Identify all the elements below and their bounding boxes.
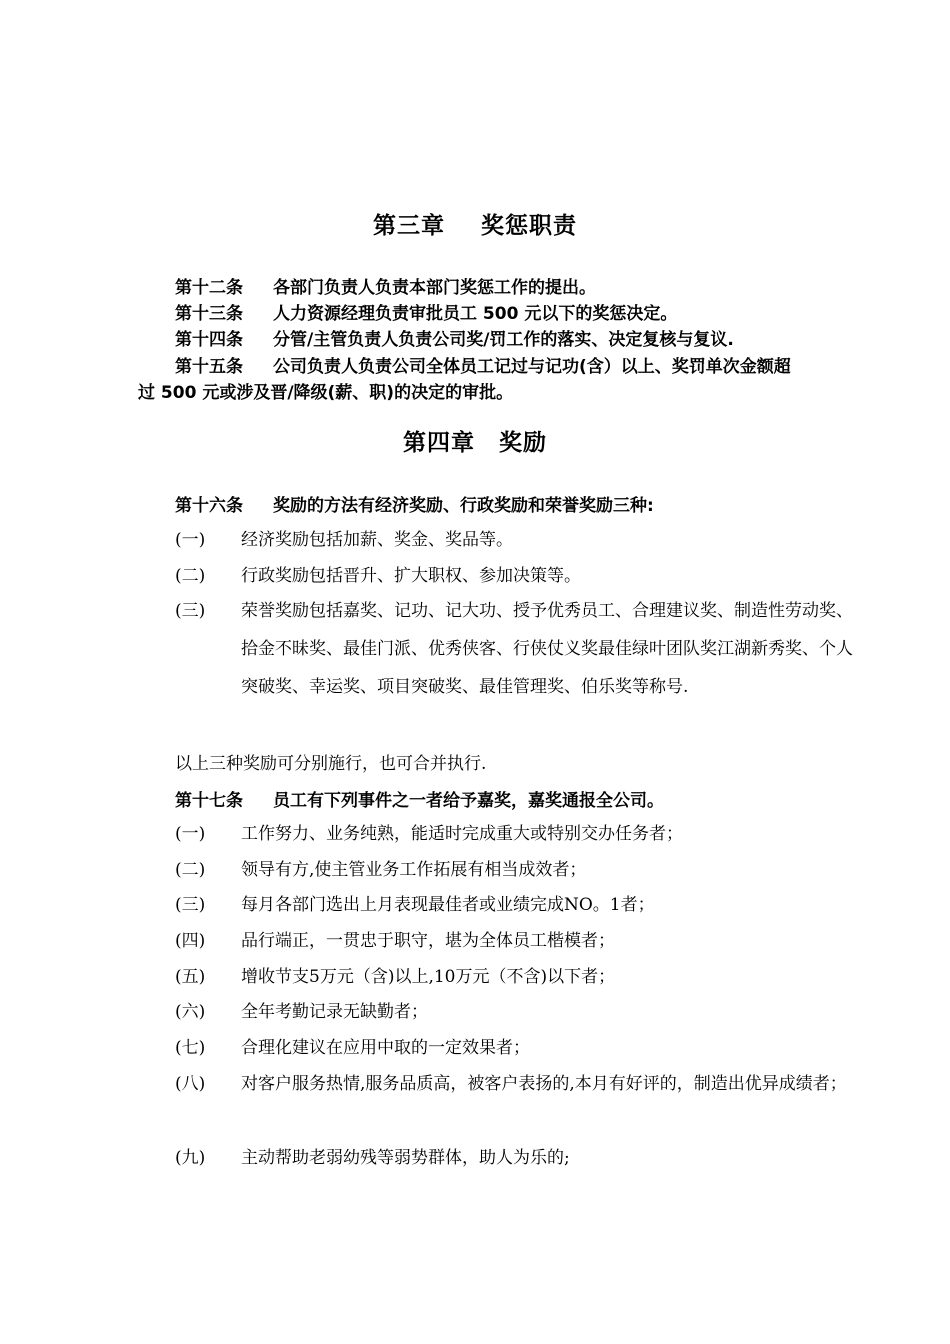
list-marker: (四) xyxy=(175,931,206,951)
list-item-text: 领导有方,使主管业务工作拓展有相当成效者； xyxy=(241,860,587,880)
list-item-text: 工作努力、业务纯熟，能适时完成重大或特别交办任务者； xyxy=(241,824,683,844)
list-item xyxy=(175,1139,865,1177)
list-item-text: 增收节支5万元（含)以上,10万元（不含)以下者； xyxy=(241,967,616,987)
article-text: 各部门负责人负责本部门奖惩工作的提出。 xyxy=(273,278,596,298)
chapter-4-title xyxy=(0,424,950,457)
list-item xyxy=(175,592,865,706)
list-item xyxy=(175,851,865,889)
list-marker: (三) xyxy=(175,895,206,915)
list-item xyxy=(175,886,865,924)
list-item xyxy=(175,557,865,595)
article-number: 第十五条 xyxy=(175,357,243,377)
article-14 xyxy=(175,328,865,352)
list-item-text: 品行端正，一贯忠于职守，堪为全体员工楷模者； xyxy=(241,931,615,951)
list-marker: (七) xyxy=(175,1038,206,1058)
list-item-text: 每月各部门选出上月表现最佳者或业绩完成NO。1者； xyxy=(241,895,655,915)
article-12 xyxy=(175,276,865,300)
article-16-note: 以上三种奖励可分别施行，也可合并执行. xyxy=(175,754,487,774)
list-item-text: 行政奖励包括晋升、扩大职权、参加决策等。 xyxy=(241,566,581,586)
article-text: 奖励的方法有经济奖励、行政奖励和荣誉奖励三种: xyxy=(273,496,654,516)
list-marker: (三) xyxy=(175,601,206,621)
list-item-text: 对客户服务热情,服务品质高，被客户表扬的,本月有好评的，制造出优异成绩者； xyxy=(241,1074,847,1094)
article-number: 第十三条 xyxy=(175,304,243,324)
list-item-text: 合理化建议在应用中取的一定效果者； xyxy=(241,1038,530,1058)
list-marker: (五) xyxy=(175,967,206,987)
list-item xyxy=(175,958,865,996)
list-item-text: 荣誉奖励包括嘉奖、记功、记大功、授予优秀员工、合理建议奖、制造性劳动奖、拾金不昧奖、最佳门派、优秀侠客、行侠仗义奖最佳绿叶团队奖江湖新秀奖、个人突破奖、幸运奖、项目突破奖、最佳管理奖、伯乐奖等称号. xyxy=(241,601,853,697)
list-item xyxy=(175,1029,865,1067)
article-number: 第十二条 xyxy=(175,278,243,298)
list-marker: (一) xyxy=(175,824,206,844)
chapter-4-name: 奖励 xyxy=(499,430,547,456)
article-text: 人力资源经理负责审批员工 500 元以下的奖惩决定。 xyxy=(273,304,678,324)
list-marker: (九) xyxy=(175,1148,206,1168)
list-item-text: 全年考勤记录无缺勤者； xyxy=(241,1002,428,1022)
article-15 xyxy=(175,355,865,379)
article-15-continuation: 过 500 元或涉及晋/降级(薪、职)的决定的审批。 xyxy=(138,383,514,403)
list-item xyxy=(175,521,865,559)
article-number: 第十六条 xyxy=(175,496,243,516)
list-item xyxy=(175,815,865,853)
list-marker: (八) xyxy=(175,1074,206,1094)
list-item-text: 主动帮助老弱幼残等弱势群体，助人为乐的; xyxy=(241,1148,570,1168)
chapter-3-title xyxy=(0,207,950,240)
list-item xyxy=(175,1065,865,1103)
article-text: 分管/主管负责人负责公司奖/罚工作的落实、决定复核与复议. xyxy=(273,330,734,350)
chapter-3-number: 第三章 xyxy=(373,213,445,239)
list-marker: (二) xyxy=(175,566,206,586)
article-17 xyxy=(175,789,865,813)
list-item xyxy=(175,993,865,1031)
list-item xyxy=(175,922,865,960)
chapter-3-name: 奖惩职责 xyxy=(481,213,577,239)
article-13 xyxy=(175,302,865,326)
article-number: 第十四条 xyxy=(175,330,243,350)
list-marker: (六) xyxy=(175,1002,206,1022)
article-text: 员工有下列事件之一者给予嘉奖，嘉奖通报全公司。 xyxy=(273,791,664,811)
article-number: 第十七条 xyxy=(175,791,243,811)
chapter-4-number: 第四章 xyxy=(403,430,475,456)
list-marker: (二) xyxy=(175,860,206,880)
list-marker: (一) xyxy=(175,530,206,550)
article-16 xyxy=(175,494,865,518)
article-text: 公司负责人负责公司全体员工记过与记功(含）以上、奖罚单次金额超 xyxy=(273,357,791,377)
list-item-text: 经济奖励包括加薪、奖金、奖品等。 xyxy=(241,530,513,550)
